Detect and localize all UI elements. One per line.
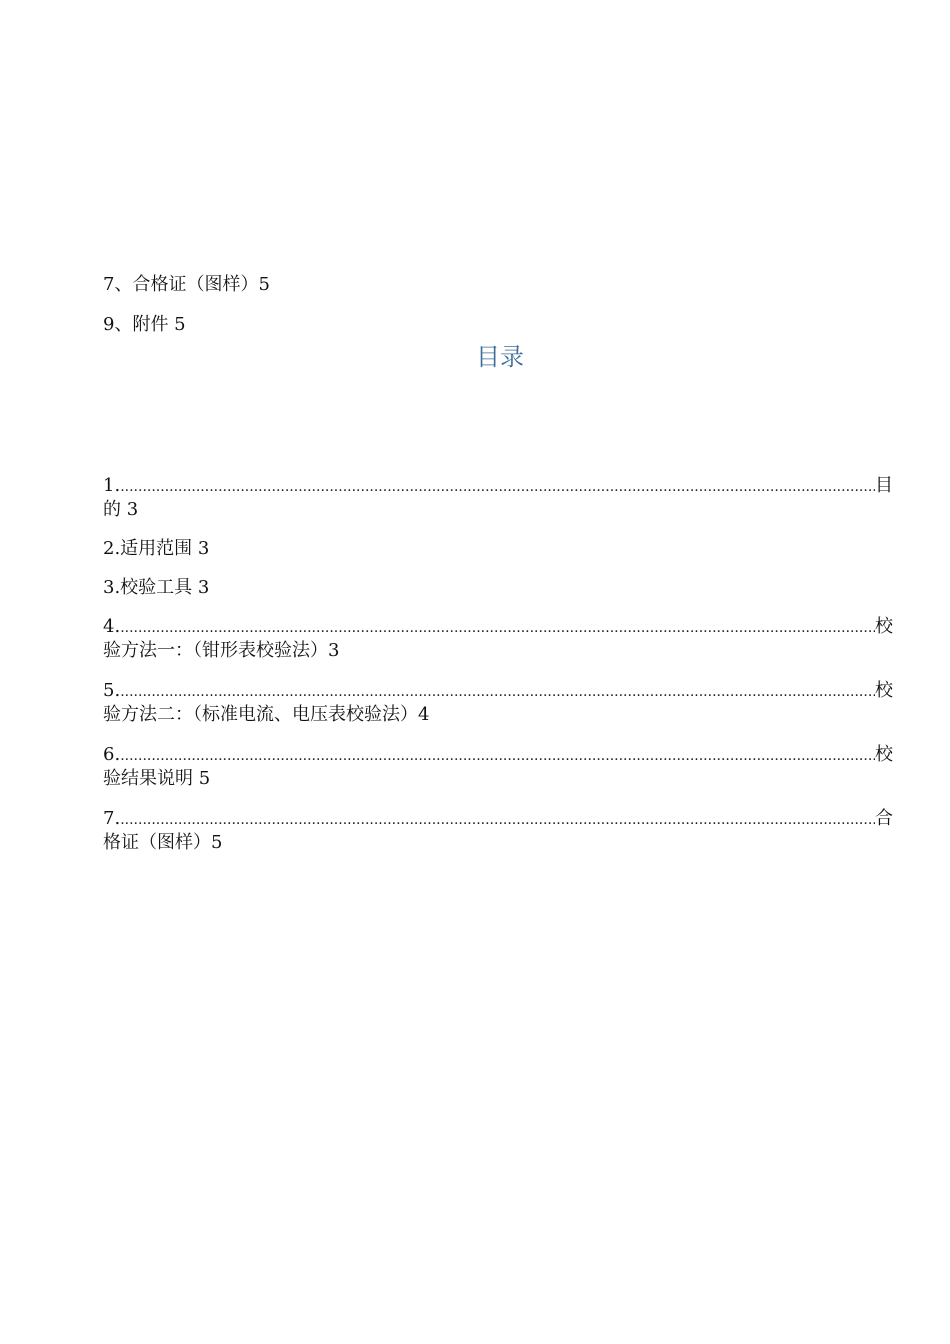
toc-entry-title-rest: 验结果说明 5 — [103, 768, 211, 789]
dot-leader — [120, 680, 875, 704]
pre-toc-line-1: 7、合格证（图样）5 — [103, 274, 270, 295]
dot-leader — [120, 744, 875, 768]
toc-entry-text: 3.校验工具 3 — [103, 577, 210, 598]
toc-entry-3[interactable] — [103, 576, 893, 600]
dot-leader — [120, 616, 875, 640]
toc-entry-1[interactable] — [103, 474, 893, 522]
toc-entry-number: 1. — [103, 475, 121, 496]
toc-entry-4[interactable] — [103, 615, 893, 663]
toc-entry-number: 5. — [103, 680, 121, 701]
toc-entry-title-start: 校 — [875, 744, 893, 765]
toc-entry-title-start: 校 — [875, 616, 893, 637]
toc-entry-title-start: 校 — [875, 680, 893, 701]
toc-entry-title-rest: 验方法一：（钳形表校验法）3 — [103, 640, 340, 661]
toc-entry-title-start: 合 — [875, 808, 893, 829]
toc-entry-title-rest: 验方法二：（标准电流、电压表校验法）4 — [103, 704, 430, 725]
dot-leader — [120, 808, 875, 832]
toc-entry-title-rest: 格证（图样）5 — [103, 832, 223, 853]
toc-entry-2[interactable] — [103, 537, 893, 561]
toc-entry-number: 4. — [103, 616, 121, 637]
toc-entry-title-start: 目 — [875, 475, 893, 496]
dot-leader — [120, 475, 875, 499]
toc-entry-number: 7. — [103, 808, 121, 829]
pre-toc-line-2: 9、附件 5 — [103, 314, 186, 335]
toc-entry-7[interactable] — [103, 807, 893, 855]
toc-entry-5[interactable] — [103, 679, 893, 727]
toc-entry-6[interactable] — [103, 743, 893, 791]
toc-entry-number: 6. — [103, 744, 121, 765]
toc-entry-title-rest: 的 3 — [103, 499, 139, 520]
toc-title: 目录 — [476, 343, 524, 371]
toc-entry-text: 2.适用范围 3 — [103, 538, 210, 559]
